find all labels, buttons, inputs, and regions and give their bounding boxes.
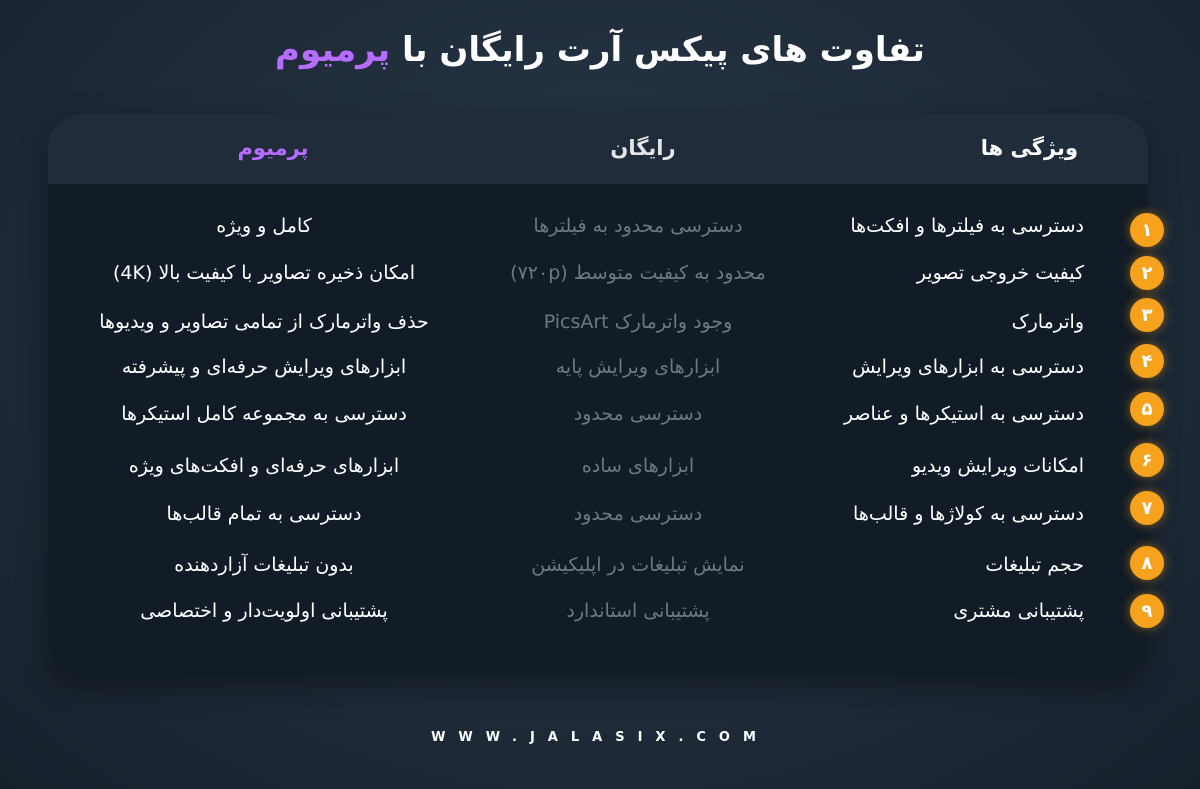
table-row	[48, 305, 1148, 345]
page-title	[0, 30, 1200, 70]
free-cell: نمایش تبلیغات در اپلیکیشن	[531, 554, 745, 576]
premium-cell: حذف واترمارک از تمامی تصاویر و ویدیوها	[99, 311, 429, 333]
free-cell: پشتیبانی استاندارد	[566, 600, 710, 622]
row-number-badge: ۳	[1130, 298, 1164, 332]
premium-cell: کامل و ویژه	[216, 215, 312, 237]
row-number-badge: ۱	[1130, 213, 1164, 247]
feature-cell: کیفیت خروجی تصویر	[916, 262, 1084, 284]
row-number-badge: ۲	[1130, 256, 1164, 290]
free-cell: محدود به کیفیت متوسط (۷۲۰p)	[510, 262, 766, 284]
premium-cell: بدون تبلیغات آزاردهنده	[174, 554, 354, 576]
premium-cell: ابزارهای حرفه‌ای و افکت‌های ویژه	[128, 455, 400, 477]
row-number-badge: ۸	[1130, 546, 1164, 580]
table-row	[48, 449, 1148, 489]
row-number-badge: ۹	[1130, 594, 1164, 628]
page-title-main: تفاوت های پیکس آرت رایگان با	[401, 30, 925, 70]
footer-website: WWW.JALASIX.COM	[431, 730, 769, 745]
feature-cell: دسترسی به کولاژها و قالب‌ها	[853, 503, 1084, 525]
premium-cell: دسترسی به مجموعه کامل استیکرها	[121, 403, 407, 425]
free-cell: ابزارهای ویرایش پایه	[555, 356, 721, 378]
feature-cell: دسترسی به فیلترها و افکت‌ها	[850, 215, 1084, 237]
feature-cell: دسترسی به استیکرها و عناصر	[843, 403, 1084, 425]
feature-cell: دسترسی به ابزارهای ویرایش	[852, 356, 1084, 378]
table-row	[48, 350, 1148, 390]
row-number-badge: ۴	[1130, 344, 1164, 378]
row-number-badge: ۶	[1130, 443, 1164, 477]
free-cell: دسترسی محدود به فیلترها	[533, 215, 743, 237]
header-features: ویژگی ها	[980, 136, 1078, 160]
free-cell: دسترسی محدود	[573, 503, 703, 525]
row-number-badge: ۵	[1130, 392, 1164, 426]
premium-cell: ابزارهای ویرایش حرفه‌ای و پیشرفته	[121, 356, 407, 378]
row-number-badge: ۷	[1130, 491, 1164, 525]
table-row	[48, 497, 1148, 537]
comparison-table	[48, 114, 1148, 677]
feature-cell: پشتیبانی مشتری	[953, 600, 1084, 622]
premium-cell: دسترسی به تمام قالب‌ها	[166, 503, 362, 525]
table-row	[48, 548, 1148, 588]
table-row	[48, 594, 1148, 634]
table-header	[48, 114, 1148, 184]
free-cell: دسترسی محدود	[573, 403, 703, 425]
feature-cell: امکانات ویرایش ویدیو	[911, 455, 1084, 477]
page-title-accent: پرمیوم	[275, 30, 391, 70]
table-row	[48, 256, 1148, 296]
table-row	[48, 209, 1148, 249]
free-cell: وجود واترمارک PicsArt	[543, 311, 733, 333]
premium-cell: پشتیبانی اولویت‌دار و اختصاصی	[140, 600, 388, 622]
table-row	[48, 397, 1148, 437]
free-cell: ابزارهای ساده	[581, 455, 695, 477]
premium-cell: امکان ذخیره تصاویر با کیفیت بالا (4K)	[113, 262, 415, 284]
feature-cell: واترمارک	[1011, 311, 1084, 333]
header-free: رایگان	[610, 136, 676, 160]
header-premium: پرمیوم	[237, 136, 309, 160]
feature-cell: حجم تبلیغات	[985, 554, 1084, 576]
